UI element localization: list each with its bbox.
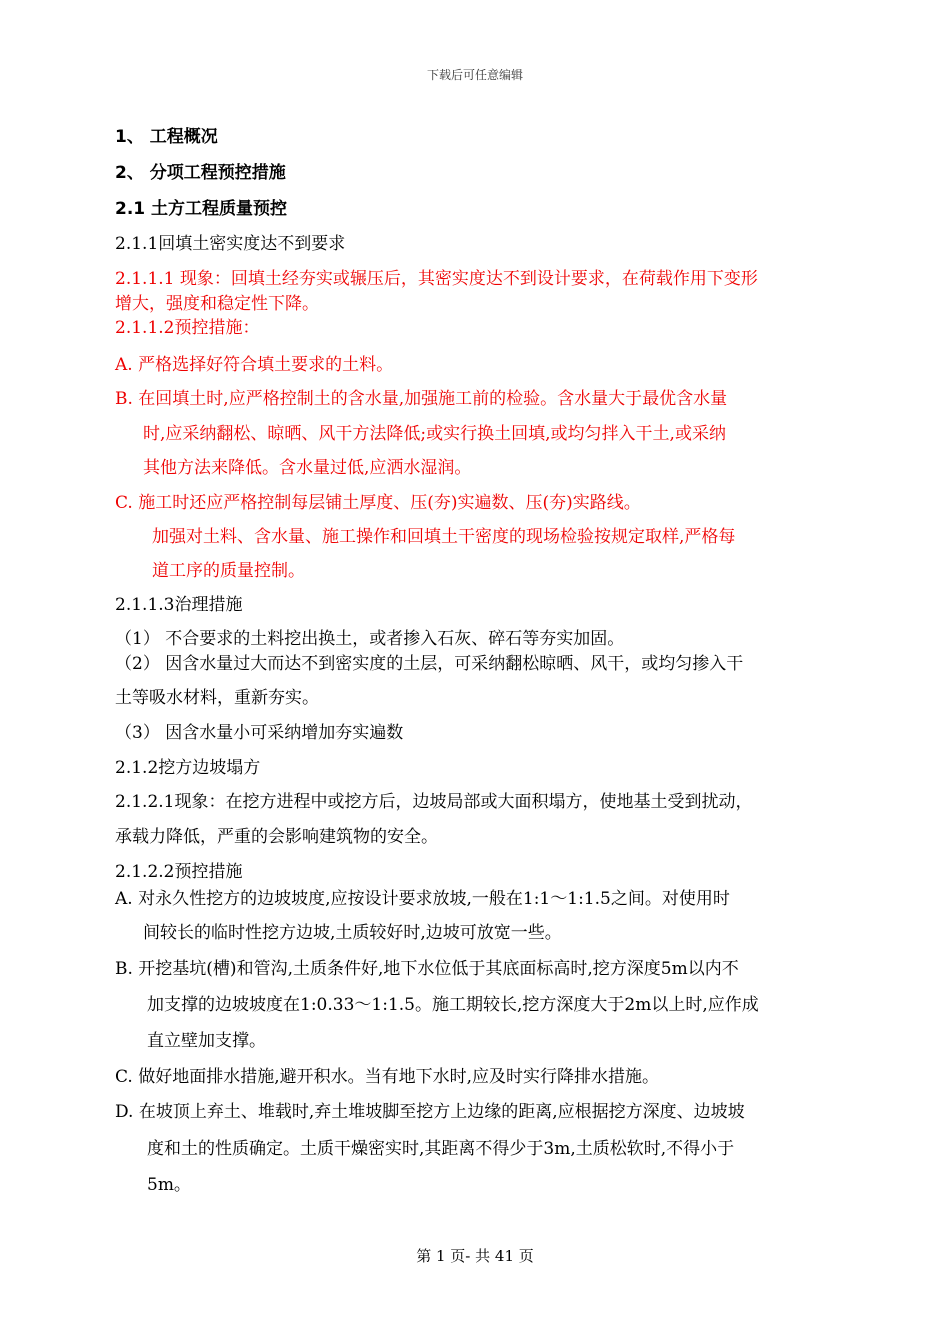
phenomenon-paragraph-line: 增大，强度和稳定性下降。 — [115, 294, 319, 314]
treatment-heading: 2.1.1.3治理措施 — [115, 595, 243, 615]
subsection-heading-2-1-1: 2.1.1回填土密实度达不到要求 — [115, 234, 346, 254]
list-item-b-continued: 其他方法来降低。含水量过低,应洒水湿润。 — [143, 458, 472, 478]
page-footer: 第 1 页- 共 41 页 — [416, 1247, 534, 1265]
list-item-d-continued: 度和土的性质确定。土质干燥密实时,其距离不得少于3m,土质松软时,不得小于 — [147, 1139, 735, 1159]
section-heading-2: 2、 分项工程预控措施 — [115, 163, 286, 183]
list-item-a: A. 严格选择好符合填土要求的土料。 — [115, 355, 394, 375]
precontrol-heading: 2.1.2.2预控措施 — [115, 862, 243, 882]
list-item-c-continued: 加强对土料、含水量、施工操作和回填土干密度的现场检验按规定取样,严格每 — [152, 527, 736, 547]
list-item-a: A. 对永久性挖方的边坡坡度,应按设计要求放坡,一般在1:1～1:1.5之间。对使用时 — [115, 889, 730, 909]
list-item-b-continued: 加支撑的边坡坡度在1:0.33～1:1.5。施工期较长,挖方深度大于2m以上时,应作成 — [147, 995, 759, 1015]
list-item-a-continued: 间较长的临时性挖方边坡,土质较好时,边坡可放宽一些。 — [143, 923, 562, 943]
treatment-item-3: （3） 因含水量小可采纳增加夯实遍数 — [115, 723, 404, 743]
phenomenon-paragraph-line: 2.1.2.1现象：在挖方进程中或挖方后，边坡局部或大面积塌方，使地基土受到扰动， — [115, 792, 753, 812]
list-item-b-continued: 时,应采纳翻松、晾晒、风干方法降低;或实行换土回填,或均匀拌入干土,或采纳 — [143, 424, 726, 444]
list-item-d: D. 在坡顶上弃土、堆载时,弃土堆坡脚至挖方上边缘的距离,应根据挖方深度、边坡坡 — [115, 1102, 745, 1122]
list-item-d-continued: 5m。 — [147, 1175, 191, 1195]
list-item-c-continued: 道工序的质量控制。 — [152, 561, 305, 581]
section-heading-2-1: 2.1 土方工程质量预控 — [115, 199, 288, 219]
page-header: 下载后可任意编辑 — [426, 68, 523, 82]
list-item-b-continued: 直立壁加支撑。 — [147, 1031, 266, 1051]
treatment-item-2: （2） 因含水量过大而达不到密实度的土层，可采纳翻松晾晒、风干，或均匀掺入干 — [115, 654, 744, 674]
phenomenon-paragraph-line: 承载力降低，严重的会影响建筑物的安全。 — [115, 827, 438, 847]
precontrol-heading: 2.1.1.2预控措施： — [115, 318, 260, 338]
list-item-c: C. 做好地面排水措施,避开积水。当有地下水时,应及时实行降排水措施。 — [115, 1067, 660, 1087]
list-item-c: C. 施工时还应严格控制每层铺土厚度、压(夯)实遍数、压(夯)实路线。 — [115, 493, 641, 513]
treatment-item-1: （1） 不合要求的土料挖出换土，或者掺入石灰、碎石等夯实加固。 — [115, 629, 625, 649]
list-item-b: B. 在回填土时,应严格控制土的含水量,加强施工前的检验。含水量大于最优含水量 — [115, 389, 728, 409]
section-heading-1: 1、 工程概况 — [115, 127, 218, 147]
treatment-item-2-continued: 土等吸水材料，重新夯实。 — [115, 688, 319, 708]
subsection-heading-2-1-2: 2.1.2挖方边坡塌方 — [115, 758, 261, 778]
list-item-b: B. 开挖基坑(槽)和管沟,土质条件好,地下水位低于其底面标高时,挖方深度5m以内不 — [115, 959, 739, 979]
phenomenon-paragraph-line: 2.1.1.1 现象：回填土经夯实或辗压后，其密实度达不到设计要求，在荷载作用下变形 — [115, 269, 758, 289]
